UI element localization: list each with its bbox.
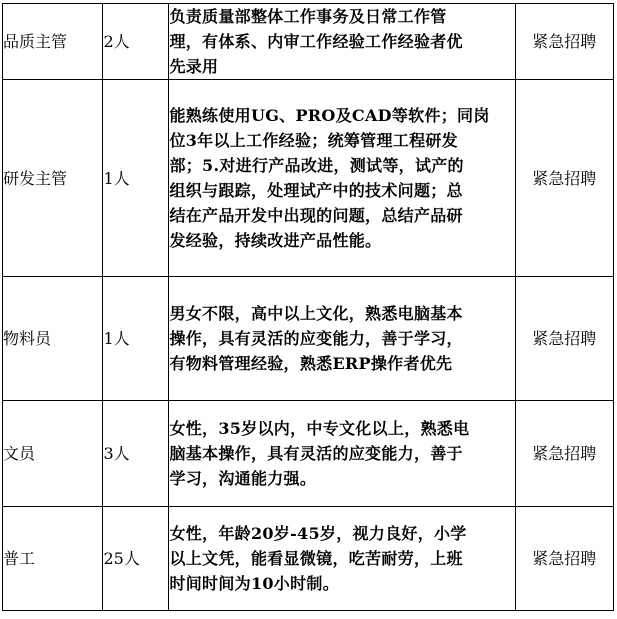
- requirements-cell: [169, 401, 515, 507]
- requirement-line: 负责质量部整体工作事务及日常工作管: [169, 7, 447, 26]
- requirements-cell: [169, 80, 515, 277]
- requirements-cell: [169, 507, 515, 611]
- requirement-line: 时间时间为10小时制。: [169, 574, 340, 593]
- requirement-line: 有物料管理经验，熟悉ERP操作者优先: [169, 354, 453, 373]
- requirement-line: 结在产品开发中出现的问题，总结产品研: [169, 206, 463, 225]
- table-row: [3, 401, 614, 507]
- job-title-cell: 物料员: [3, 277, 103, 401]
- table-row: [3, 4, 614, 80]
- requirement-line: 以上文凭，能看显微镜，吃苦耐劳，上班: [169, 549, 463, 568]
- requirement-line: 脑基本操作，具有灵活的应变能力，善于: [169, 444, 463, 463]
- job-title-cell: 研发主管: [3, 80, 103, 277]
- status-cell: 紧急招聘: [515, 80, 613, 277]
- table-row: [3, 80, 614, 277]
- requirement-line: 先录用: [169, 57, 219, 76]
- headcount-cell: 2人: [103, 4, 169, 80]
- status-cell: 紧急招聘: [515, 277, 613, 401]
- requirements-cell: [169, 4, 515, 80]
- requirement-line: 组织与跟踪，处理试产中的技术问题；总: [169, 181, 463, 200]
- requirement-line: 操作，具有灵活的应变能力，善于学习，: [169, 329, 463, 348]
- requirement-line: 男女不限，高中以上文化，熟悉电脑基本: [169, 304, 463, 323]
- requirement-line: 理，有体系、内审工作经验工作经验者优: [169, 32, 463, 51]
- requirement-line: 位3年以上工作经验；统筹管理工程研发: [169, 131, 458, 150]
- table-row: [3, 507, 614, 611]
- job-title-cell: 普工: [3, 507, 103, 611]
- headcount-cell: 1人: [103, 80, 169, 277]
- requirement-line: 学习，沟通能力强。: [169, 469, 317, 488]
- requirement-line: 能熟练使用UG、PRO及CAD等软件；同岗: [169, 106, 490, 125]
- requirement-line: 发经验，持续改进产品性能。: [169, 231, 382, 250]
- status-cell: 紧急招聘: [515, 4, 613, 80]
- headcount-cell: 1人: [103, 277, 169, 401]
- status-cell: 紧急招聘: [515, 401, 613, 507]
- status-cell: 紧急招聘: [515, 507, 613, 611]
- headcount-cell: 25人: [103, 507, 169, 611]
- headcount-cell: 3人: [103, 401, 169, 507]
- job-title-cell: 文员: [3, 401, 103, 507]
- requirement-line: 女性，35岁以内，中专文化以上，熟悉电: [169, 419, 470, 438]
- job-title-cell: 品质主管: [3, 4, 103, 80]
- requirement-line: 部；5.对进行产品改进，测试等，试产的: [169, 156, 464, 175]
- job-openings-table: [2, 3, 614, 611]
- requirements-cell: [169, 277, 515, 401]
- table-row: [3, 277, 614, 401]
- requirement-line: 女性，年龄20岁-45岁，视力良好，小学: [169, 524, 467, 543]
